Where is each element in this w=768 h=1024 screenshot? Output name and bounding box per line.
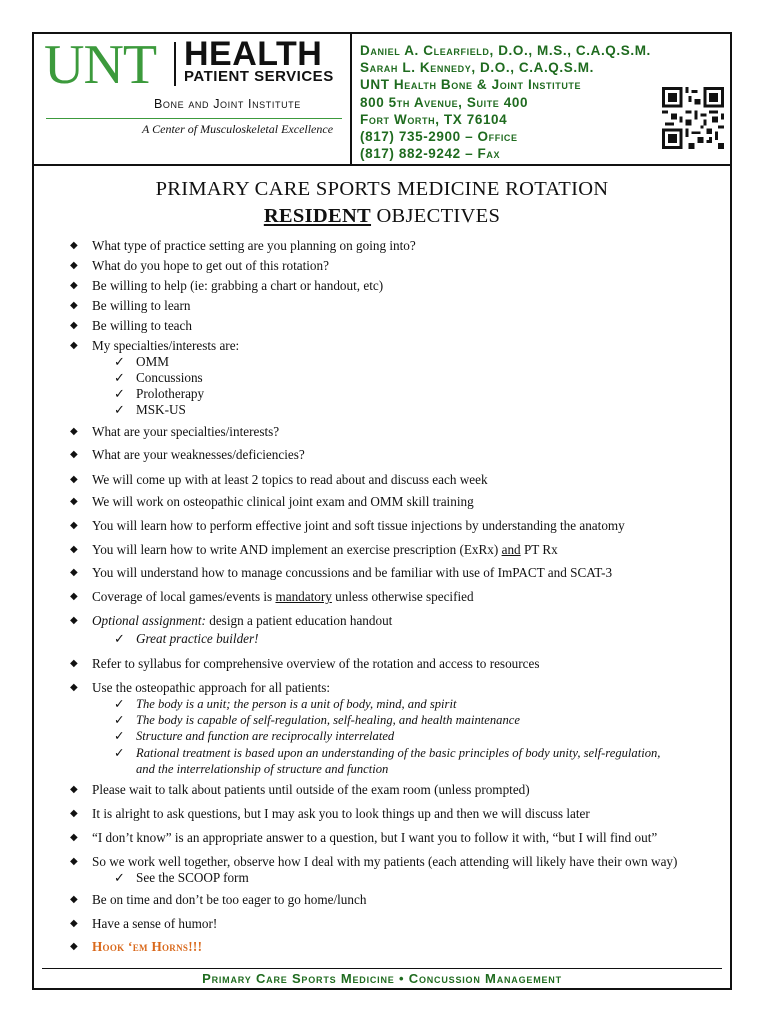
diamond-bullet-icon: ◆	[70, 496, 78, 507]
diamond-bullet-icon: ◆	[70, 591, 78, 602]
checkmark-icon: ✓	[114, 713, 125, 727]
diamond-bullet-icon: ◆	[70, 474, 78, 485]
contact-block	[360, 42, 651, 162]
checkmark-icon: ✓	[114, 631, 126, 646]
checkmark-icon: ✓	[114, 402, 126, 417]
logo-bone-joint: Bone and Joint Institute	[154, 97, 301, 111]
diamond-bullet-icon: ◆	[70, 300, 78, 311]
diamond-bullet-icon: ◆	[70, 832, 78, 843]
logo-block	[34, 34, 352, 164]
logo-tagline: A Center of Musculoskeletal Excellence	[142, 122, 334, 136]
checkmark-icon: ✓	[114, 370, 126, 385]
footer-rule	[42, 968, 722, 969]
checkmark-icon: ✓	[114, 697, 125, 711]
diamond-bullet-icon: ◆	[70, 320, 78, 331]
contact-line: 800 5th Avenue, Suite 400	[360, 94, 529, 110]
contact-line: Sarah L. Kennedy, D.O., C.A.Q.S.M.	[360, 60, 594, 76]
checkmark-icon: ✓	[114, 870, 126, 885]
diamond-bullet-icon: ◆	[70, 260, 78, 271]
subtitle-resident: RESIDENT	[263, 205, 372, 227]
contact-line: Fort Worth, TX 76104	[360, 111, 508, 127]
contact-line: (817) 735-2900 – Office	[360, 129, 518, 145]
diamond-bullet-icon: ◆	[70, 941, 78, 952]
contact-line: UNT Health Bone & Joint Institute	[360, 77, 582, 93]
diamond-bullet-icon: ◆	[70, 240, 78, 251]
checkmark-icon: ✓	[114, 386, 126, 401]
diamond-bullet-icon: ◆	[70, 426, 78, 437]
page-subtitle	[34, 205, 730, 228]
logo-unt: UNT	[44, 34, 157, 96]
contact-line: (817) 882-9242 – Fax	[360, 146, 501, 162]
diamond-bullet-icon: ◆	[70, 544, 78, 555]
diamond-bullet-icon: ◆	[70, 808, 78, 819]
letterhead	[34, 34, 730, 166]
diamond-bullet-icon: ◆	[70, 520, 78, 531]
diamond-bullet-icon: ◆	[70, 615, 78, 626]
logo-rule	[46, 118, 342, 119]
logo-divider	[174, 42, 176, 86]
footer-text: Primary Care Sports Medicine • Concussion Management	[202, 971, 562, 986]
diamond-bullet-icon: ◆	[70, 682, 78, 693]
checkmark-icon: ✓	[114, 354, 126, 369]
diamond-bullet-icon: ◆	[70, 340, 78, 351]
diamond-bullet-icon: ◆	[70, 894, 78, 905]
diamond-bullet-icon: ◆	[70, 280, 78, 291]
subtitle-objectives: OBJECTIVES	[371, 205, 501, 227]
checkmark-icon: ✓	[114, 729, 125, 743]
diamond-bullet-icon: ◆	[70, 784, 78, 795]
diamond-bullet-icon: ◆	[70, 856, 78, 867]
logo-health: HEALTH	[184, 35, 323, 73]
page-title: PRIMARY CARE SPORTS MEDICINE ROTATION	[155, 178, 609, 200]
diamond-bullet-icon: ◆	[70, 918, 78, 929]
qr-code-icon[interactable]	[662, 86, 724, 150]
logo-patient-services: PATIENT SERVICES	[184, 68, 334, 85]
document-page: UNT HEALTH PATIENT SERVICES Bone and Joint Institute A Center of Musculoskeletal Excellence Daniel A. Clearfield, D.O., M.S., C.A.Q.S.M. Sarah L. Kennedy, D.O., C.A.Q.S.M. UNT Health Bone & Joint Institute 800 5th Avenue, Suite 400 Fort Worth, TX 76104 (817) 735-2900 – Office (817) 882-9242 – Fax PRIMARY CARE SPORTS MEDICINE ROTATION RESIDENT OBJECTIVES ◆ What type of practice setting are you planning on going into? ◆ What do you hope to get out of this rotation? ◆ Be willing to help (ie: grabbing a chart or handout, etc) ◆ Be willing to learn ◆ Be willing to teach ◆ My specialties/interests are: ✓ OMM ✓ Concussions ✓ Prolotherapy ✓ MSK-US ◆ What are your specialties/interests? ◆ What are your weaknesses/deficiencies? ◆ We will come up with at least 2 topics to read about and discuss each week ◆ We will work on osteopathic clinical joint exam and OMM skill training ◆ You will learn how to perform effective joint and soft tissue injections by understanding the anatomy ◆ You will learn how to write AND implement an exercise prescription (ExRx) and PT Rx ◆ You will understand how to manage concussions and be familiar with use of ImPACT and SCAT-3 ◆ Coverage of local games/events is mandatory unless otherwise specified ◆ Optional assignment: design a patient education handout ✓ Great practice builder! ◆ Refer to syllabus for comprehensive overview of the rotation and access to resources ◆ Use the osteopathic approach for all patients: ✓ The body is a unit; the person is a unit of body, mind, and spirit ✓ The body is capable of self-regulation, self-healing, and health maintenance ✓ Structure and function are reciprocally interrelated ✓ Rational treatment is based upon an understanding of the basic principles of body unity, self-regulation, and the interrelationship of structure and function ◆ Please wait to talk about patients until outside of the exam room (unless prompted) ◆ It is alright to ask questions, but I may ask you to look things up and then we will discuss later ◆ “I don’t know” is an appropriate answer to a question, but I want you to follow it with, “but I will find out” ◆ So we work well together, observe how I deal with my patients (each attending will likely have their own way) ✓ See the SCOOP form ◆ Be on time and don’t be too eager to go home/lunch ◆ Have a sense of humor! ◆ Hook ‘em Horns!!! Primary Care Sports Medicine • Concussion Management	[32, 32, 732, 990]
diamond-bullet-icon: ◆	[70, 449, 78, 460]
contact-line: Daniel A. Clearfield, D.O., M.S., C.A.Q.S.M.	[360, 43, 651, 58]
diamond-bullet-icon: ◆	[70, 658, 78, 669]
checkmark-icon: ✓	[114, 746, 125, 760]
diamond-bullet-icon: ◆	[70, 567, 78, 578]
